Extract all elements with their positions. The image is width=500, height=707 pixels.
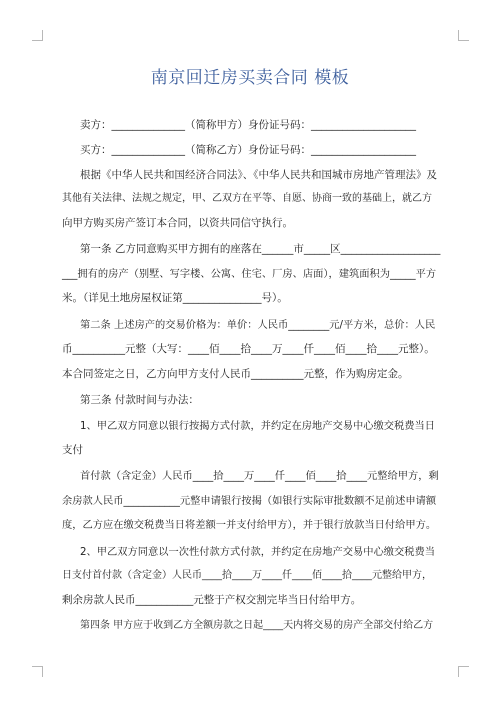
article-3-line: 日支付首付款（含定金）人民币____拾____万____仟____佰____拾____元整给甲方， (62, 570, 432, 581)
article-1-line: 第一条 乙方同意购买甲方拥有的座落在______市_____区___________________ (80, 243, 441, 255)
paragraph-line: 其他有关法律、法规之规定，甲、乙双方在平等、自愿、协商一致的基础上，就乙方 (62, 193, 432, 204)
buyer-line: 买方：______________（简称乙方）身份证号码：____________________ (80, 144, 416, 156)
corner-mark-bottom-left (32, 666, 43, 677)
corner-mark-top-left (32, 30, 43, 41)
article-3-line: 1、甲乙双方同意以银行按揭方式付款，并约定在房地产交易中心缴交税费当日 (80, 420, 436, 432)
article-3-line: 2、甲乙双方同意以一次性付款方式付款，并约定在房地产交易中心缴交税费当 (80, 546, 436, 558)
article-3-line: 首付款（含定金）人民币____拾____万____仟____佰____拾____元整给甲方，剩 (80, 470, 439, 482)
paragraph-line: 根据《中华人民共和国经济合同法》、《中华人民共和国城市房地产管理法》及 (80, 169, 437, 181)
article-2-line: 币__________元整（大写：____佰____拾____万____仟____佰____拾____元整）。 (62, 343, 435, 355)
seller-line: 卖方：______________（简称甲方）身份证号码：____________________ (80, 119, 416, 131)
corner-mark-top-right (458, 30, 469, 41)
paragraph-line: 向甲方购买房产签订本合同，以资共同信守执行。 (62, 217, 293, 229)
article-4-line: 第四条 甲方应于收到乙方全额房款之日起____天内将交易的房产全部交付给乙方 (80, 620, 434, 631)
article-3-line: 剩余房款人民币___________元整于产权交割完毕当日付给甲方。 (62, 594, 362, 606)
document-title: 南京回迁房买卖合同 模板 (150, 68, 350, 88)
article-3-line: 余房款人民币___________元整申请银行按揭（如银行实际审批数额不足前述申请额 (62, 495, 437, 507)
article-2-line: 本合同签定之日，乙方向甲方支付人民币__________元整，作为购房定金。 (62, 368, 409, 380)
article-3-line: 支付 (62, 444, 83, 456)
article-3-heading: 第三条 付款时间与办法： (80, 394, 199, 406)
article-1-line: ___拥有的房产（别墅、写字楼、公寓、住宅、厂房、店面），建筑面积为_____平方 (62, 268, 437, 280)
article-2-line: 第二条 上述房产的交易价格为：单价：人民币________元/平方米，总价：人民 (80, 319, 436, 331)
corner-mark-bottom-right (458, 666, 469, 677)
article-1-line: 米。（详见土地房屋权证第_______________号）。 (62, 292, 288, 304)
article-3-line: 度，乙方应在缴交税费当日将差额一并支付给甲方），并于银行放款当日付给甲方。 (62, 519, 437, 531)
